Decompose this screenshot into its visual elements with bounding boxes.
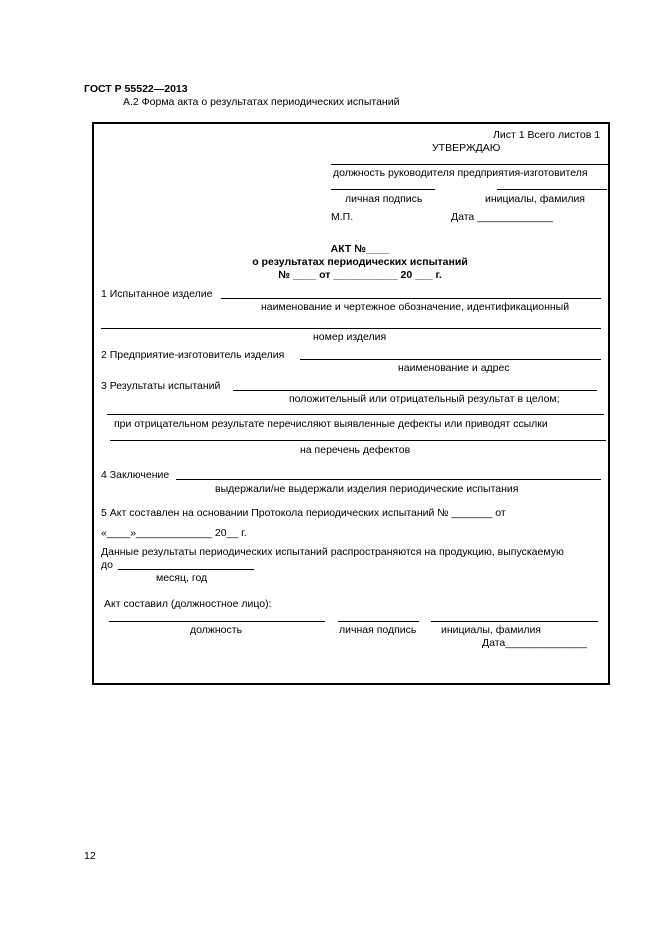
final-initials-caption: инициалы, фамилия — [441, 624, 541, 636]
extend-text: Данные результаты периодических испытаний распространяются на продукцию, выпускаемую — [101, 546, 564, 558]
item3-line-3[interactable] — [110, 440, 606, 441]
stamp-label: М.П. — [331, 211, 354, 223]
item3-label: 3 Результаты испытаний — [101, 380, 221, 392]
item3-caption-a: положительный или отрицательный результат в целом; — [289, 393, 560, 405]
item2-line[interactable] — [300, 359, 601, 360]
initials-caption: инициалы, фамилия — [485, 193, 585, 205]
final-signature-caption: личная подпись — [339, 624, 417, 636]
approve-label: УТВЕРЖДАЮ — [432, 142, 501, 154]
item1-caption-a: наименование и чертежное обозначение, идентификационный — [261, 301, 570, 313]
item3-line-2[interactable] — [107, 414, 604, 415]
item1-line-2[interactable] — [101, 328, 601, 329]
item2-label: 2 Предприятие-изготовитель изделия — [101, 349, 285, 361]
final-signature-line[interactable] — [338, 621, 419, 622]
act-number-date[interactable]: № ____ от ___________ 20 ___ г. — [278, 269, 442, 281]
act-subtitle: о результатах периодических испытаний — [252, 256, 468, 268]
final-position-caption: должность — [190, 624, 243, 636]
item3-caption-b: при отрицательном результате перечисляют выявленные дефекты или приводят ссылки — [114, 418, 548, 430]
item2-caption: наименование и адрес — [398, 362, 510, 374]
final-initials-line[interactable] — [431, 621, 598, 622]
item1-caption-b: номер изделия — [313, 331, 387, 343]
until-line[interactable] — [118, 569, 254, 570]
item5-date[interactable]: «____»_____________ 20__ г. — [101, 527, 247, 539]
signature-line[interactable] — [331, 189, 435, 190]
item4-line[interactable] — [176, 479, 601, 480]
approval-date[interactable]: Дата _____________ — [451, 211, 554, 223]
standard-code: ГОСТ Р 55522—2013 — [84, 83, 188, 95]
act-title: АКТ №____ — [330, 243, 390, 255]
item1-line[interactable] — [221, 298, 601, 299]
final-position-line[interactable] — [109, 621, 325, 622]
final-date[interactable]: Дата______________ — [482, 637, 588, 649]
item4-label: 4 Заключение — [101, 469, 170, 481]
item4-caption: выдержали/не выдержали изделия периодические испытания — [215, 483, 519, 495]
until-label: до — [101, 559, 113, 571]
initials-line[interactable] — [497, 189, 607, 190]
annex-title: А.2 Форма акта о результатах периодических испытаний — [123, 96, 400, 108]
month-year-caption: месяц, год — [156, 572, 208, 584]
compiled-by-label: Акт составил (должностное лицо): — [104, 598, 272, 610]
position-line[interactable] — [331, 164, 608, 165]
sheet-info: Лист 1 Всего листов 1 — [493, 129, 601, 141]
item3-line[interactable] — [233, 390, 597, 391]
position-caption: должность руководителя предприятия-изготовителя — [333, 167, 588, 179]
signature-caption: личная подпись — [345, 193, 423, 205]
page-number: 12 — [84, 850, 96, 862]
item5-text[interactable]: 5 Акт составлен на основании Протокола периодических испытаний № _______ от — [101, 507, 506, 519]
item3-caption-c: на перечень дефектов — [300, 444, 411, 456]
item1-label: 1 Испытанное изделие — [101, 288, 213, 300]
